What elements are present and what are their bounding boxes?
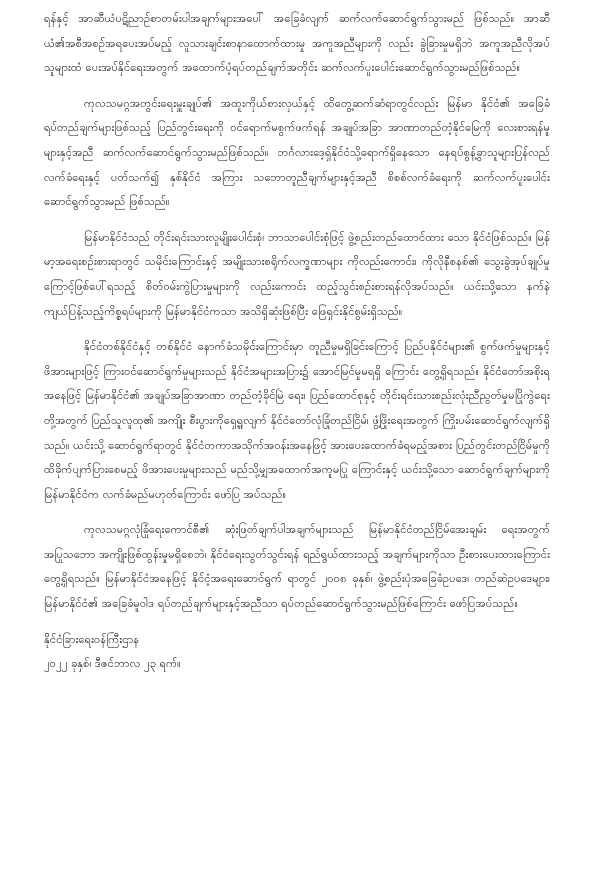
- issuing-office: နိုင်ငံခြားရေးဝန်ကြီးဌာန: [44, 631, 140, 646]
- signature-block: [44, 627, 550, 675]
- paragraph-national-context: မြန်မာနိုင်ငံသည် တိုင်းရင်းသားလူမျိုးပေါင်းစုံ၊ ဘာသာပေါင်းစုံဖြင့် ဖွဲ့စည်းတည်ထောင်ထား သော နိုင်ငံဖြစ်သည်။ မြန်မာ့အရေးစဉ်းစားရာတွင် သမိုင်းကြောင်းနှင့် အမျိုးသားစရိုက်လက္ခဏာများ ကိုလည်းကောင်း၊ ကိုလိုနီစနစ်၏ သွေးခွဲအုပ်ချုပ်မှုကြောင့်ဖြစ်ပေါ်ရသည့် စိတ်ဝမ်းကွဲပြားမှုများကို လည်းကောင်း ထည့်သွင်းစဉ်းစားရန်လိုအပ်သည်။ ယင်းသို့သော နက်နဲကျယ်ပြန့်သည့်ကိစ္စရပ်များကို မြန်မာနိုင်ငံကသာ အသိရှိဆုံးဖြစ်ပြီး ဖြေရှင်းနိုင်စွမ်းရှိသည်။: [44, 229, 550, 318]
- paragraph-un-envoy: ကုလသမဂ္ဂအတွင်းရေးမှူးချုပ်၏ အထူးကိုယ်စားလှယ်နှင့် ထိတွေ့ဆက်ဆံရာတွင်လည်း မြန်မာ နိုင်ငံ၏ အခြေခံရပ်တည်ချက်များဖြစ်သည့် ပြည်တွင်းရေးကို ဝင်ရောက်မစွက်ဖက်ရန် အချုပ်အခြာ အာဏာတည်တံ့နိုင်မြေကို လေးစားရန်မူများနှင့်အညီ ဆက်လက်ဆောင်ရွက်သွားမည်ဖြစ်သည်။ ဘင်္ဂလားဒေ့ရှ်နိုင်ငံသို့ရောက်ရှိနေသော နေရပ်စွန့်ခွာသူများပြန်လည်လက်ခံရေးနှင့် ပတ်သက်၍ နှစ်နိုင်ငံ အကြား သဘောတူညီချက်များနှင့်အညီ စိစစ်လက်ခံရေးကို ဆက်လက်ပူးပေါင်း ဆောင်ရွက်သွားမည် ဖြစ်သည်။: [44, 95, 550, 209]
- issue-date: ၂၀၂၂ ခုနှစ်၊ ဒီဇင်ဘာလ ၂၃ ရက်။: [44, 655, 181, 670]
- paragraph-continued: ရန်နှင့် အာဆီယံပဋိညာဉ်စာတမ်းပါအချက်များအပေါ် အခြေခံလျက် ဆက်လက်ဆောင်ရွက်သွားမည် ဖြစ်သည်။ အာဆီယံ၏အစီအစဉ်အရပေးအပ်မည့် လူသားချင်းစာနာထောက်ထားမှု အကူအညီများကို လည်း ခွဲခြားမှုမရှိဘဲ အကူအညီလိုအပ်သူများထံ ပေးအပ်နိုင်ရေးအတွက် အထောက်ပံ့ရပ်တည်ချက်အတိုင်း ဆက်လက်ပူးပေါင်းဆောင်ရွက်သွားမည်ဖြစ်သည်။: [44, 11, 550, 75]
- paragraph-external-pressure: နိုင်ငံတစ်နိုင်ငံနှင့် တစ်နိုင်ငံ နောက်ခံသမိုင်းကြောင်းမှာ တူညီမှုမရှိခြင်းကြောင့် ပြည်ပနိုင်ငံများ၏ စွက်ဖက်မှုများနှင့် ဖိအားများဖြင့် ကြားဝင်ဆောင်ရွက်မှုများသည် နိုင်ငံအများအပြား၌ အောင်မြင်မှုမရရှိ ကြောင်း တွေ့ရှိရသည်။ နိုင်ငံတော်အစိုးရအနေဖြင့် မြန်မာနိုင်ငံ၏ အချုပ်အခြာအာဏာ တည်တံ့ခိုင်မြဲ ရေး၊ ပြည်ထောင်စုနှင့် တိုင်းရင်းသားစည်းလုံးညီညွတ်မှုမပြိုကွဲရေးတို့အတွက် ပြည်သူလူထု၏ အကျိုး စီးပွားကိုရှေ့ရှုလျက် နိုင်ငံတော်လုံခြုံတည်ငြိမ်၊ ဖွံ့ဖြိုးရေးအတွက် ကြိုးပမ်းဆောင်ရွက်လျက်ရှိသည်။ ယင်းသို့ ဆောင်ရွက်ရာတွင် နိုင်ငံတကာအသိုက်အဝန်းအနေဖြင့် အားပေးထောက်ခံရမည့်အစား ပြည်တွင်းတည်ငြိမ်မှုကို ထိခိုက်ပျက်ပြားစေမည့် ဖိအားပေးမှုများသည် မည်သို့မျှအထောက်အကူမပြု ကြောင်းနှင့် ယင်းသို့သော ဆောင်ရွက်ချက်များကို မြန်မာနိုင်ငံက လက်ခံမည်မဟုတ်ကြောင်း ဖော်ပြ အပ်သည်။: [44, 339, 550, 501]
- paragraph-security-council: ကုလသမဂ္ဂလုံခြုံရေးကောင်စီ၏ ဆုံးဖြတ်ချက်ပါအချက်များသည် မြန်မာနိုင်ငံတည်ငြိမ်အေးချမ်း ရေးအတွက် အပြုသဘော အကျိုးဖြစ်ထွန်းမှုမရှိစေဘဲ၊ နိုင်ငံရေးသွတ်သွင်းရန် ရည်ရွယ်ထားသည့် အချက်များကိုသာ ဦးစားပေးထားကြောင်းတွေ့ရှိရသည်။ မြန်မာနိုင်ငံအနေဖြင့် နိုင်ငံ့အရေးဆောင်ရွက် ရာတွင် ၂၀၀၈ ခုနှစ်၊ ဖွဲ့စည်းပုံအခြေခံဥပဒေ၊ တည်ဆဲဥပဒေများ၊ မြန်မာနိုင်ငံ၏ အခြေခံမူဝါဒ ရပ်တည်ချက်များနှင့်အညီသာ ရပ်တည်ဆောင်ရွက်သွားမည်ဖြစ်ကြောင်း ဖော်ပြအပ်သည်။: [44, 522, 550, 611]
